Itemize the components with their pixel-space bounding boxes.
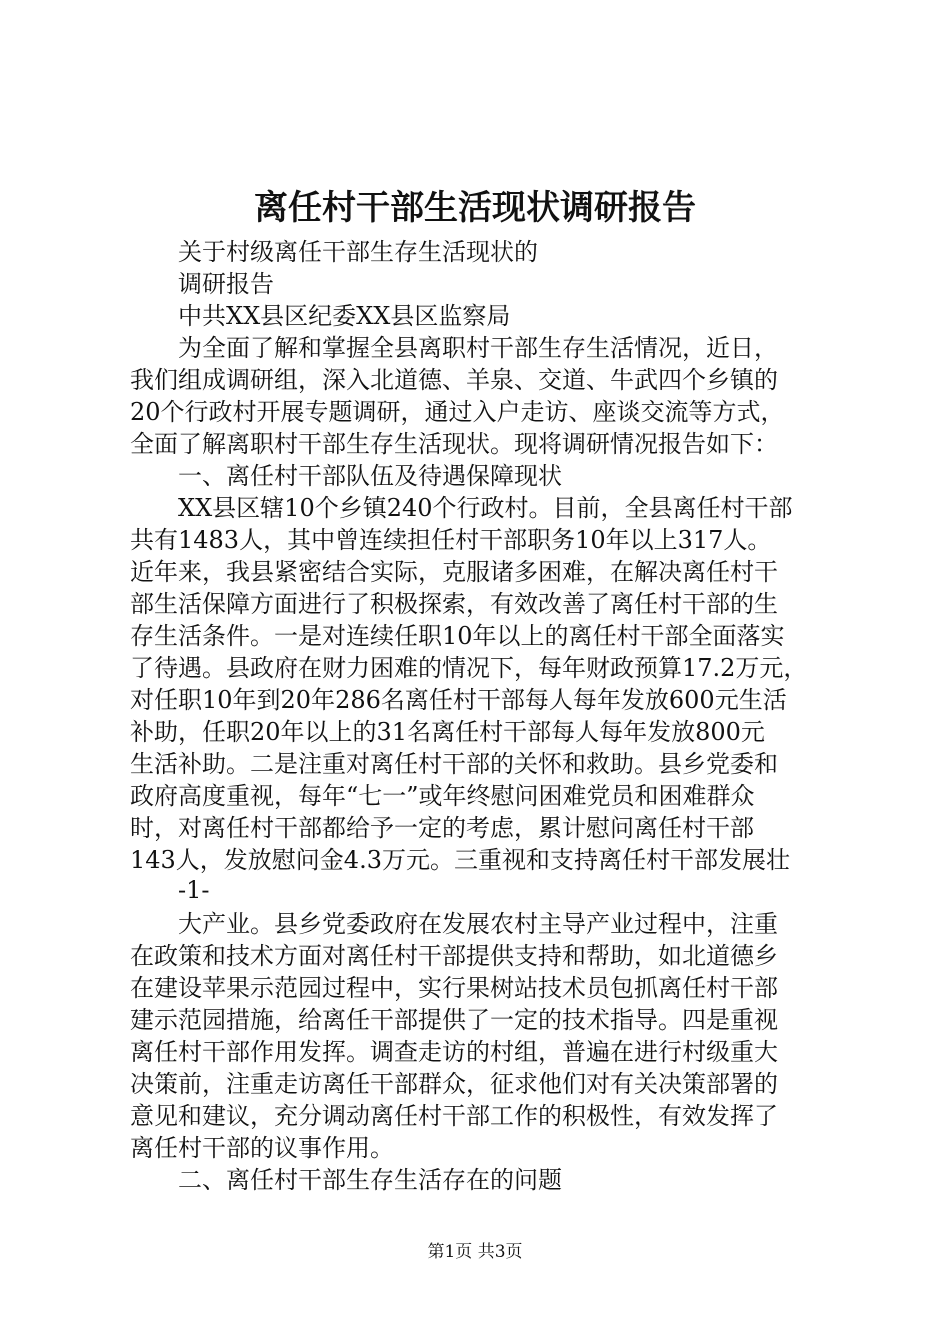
body-line: 离任村干部的议事作用。 — [130, 1134, 394, 1162]
body-line: 对任职10年到20年286名离任村干部每人每年发放600元生活 — [130, 686, 787, 714]
body-line: 离任村干部作用发挥。调查走访的村组，普遍在进行村级重大 — [130, 1038, 778, 1066]
body-line: 143人，发放慰问金4.3万元。三重视和支持离任村干部发展壮 — [130, 846, 790, 874]
body-line: 在政策和技术方面对离任村干部提供支持和帮助，如北道德乡 — [130, 942, 778, 970]
inline-page-marker: -1- — [178, 876, 210, 904]
page-footer: 第1页 共3页 — [427, 1242, 523, 1262]
body-line: 在建设苹果示范园过程中，实行果树站技术员包抓离任村干部 — [130, 974, 778, 1002]
document-title: 离任村干部生活现状调研报告 — [254, 188, 696, 228]
body-line: 补助，任职20年以上的31名离任村干部每人每年发放800元 — [130, 718, 765, 746]
body-line: 为全面了解和掌握全县离职村干部生存生活情况，近日， — [178, 334, 778, 362]
author-line: 中共XX县区纪委XX县区监察局 — [178, 302, 511, 330]
body-line: 大产业。县乡党委政府在发展农村主导产业过程中，注重 — [178, 910, 778, 938]
body-line: 全面了解离职村干部生存生活现状。现将调研情况报告如下： — [130, 430, 778, 458]
body-line: 部生活保障方面进行了积极探索，有效改善了离任村干部的生 — [130, 590, 778, 618]
body-line: XX县区辖10个乡镇240个行政村。目前，全县离任村干部 — [178, 494, 793, 522]
body-line: 建示范园措施，给离任干部提供了一定的技术指导。四是重视 — [130, 1006, 778, 1034]
subtitle-line-2: 调研报告 — [178, 270, 274, 298]
subtitle-line-1: 关于村级离任干部生存生活现状的 — [178, 238, 538, 266]
body-line: 近年来，我县紧密结合实际，克服诸多困难，在解决离任村干 — [130, 558, 778, 586]
body-line: 意见和建议，充分调动离任村干部工作的积极性，有效发挥了 — [130, 1102, 778, 1130]
body-line: 时，对离任村干部都给予一定的考虑，累计慰问离任村干部 — [130, 814, 754, 842]
body-line: 了待遇。县政府在财力困难的情况下，每年财政预算17.2万元， — [130, 654, 808, 682]
body-line: 我们组成调研组，深入北道德、羊泉、交道、牛武四个乡镇的 — [130, 366, 778, 394]
section-heading-2: 二、离任村干部生存生活存在的问题 — [178, 1166, 562, 1194]
body-line: 20个行政村开展专题调研，通过入户走访、座谈交流等方式， — [130, 398, 785, 426]
section-heading-1: 一、离任村干部队伍及待遇保障现状 — [178, 462, 562, 490]
body-line: 决策前，注重走访离任干部群众，征求他们对有关决策部署的 — [130, 1070, 778, 1098]
body-line: 存生活条件。一是对连续任职10年以上的离任村干部全面落实 — [130, 622, 785, 650]
body-line: 政府高度重视，每年“七一”或年终慰问困难党员和困难群众 — [130, 782, 755, 810]
body-line: 生活补助。二是注重对离任村干部的关怀和救助。县乡党委和 — [130, 750, 778, 778]
body-line: 共有1483人，其中曾连续担任村干部职务10年以上317人。 — [130, 526, 772, 554]
